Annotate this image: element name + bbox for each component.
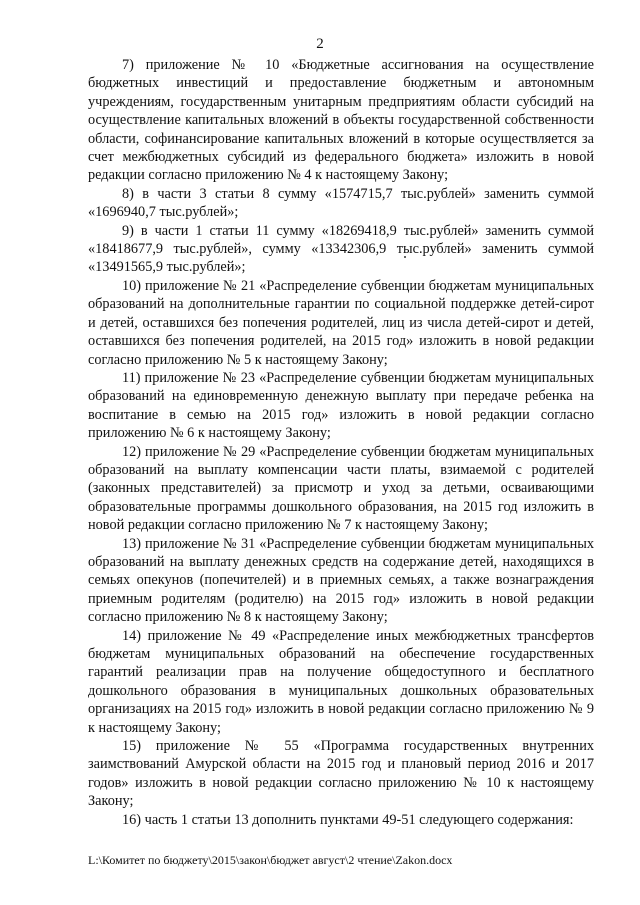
paragraph-item-10: 10) приложение № 21 «Распределение субвенции бюджетам муниципальных образований на дополнительные гарантии по социальной поддержке детей-сирот и детей, оставшихся без попечения родителей, лиц из числа детей-сирот и детей, оставшихся без попечения родителей, на 2015 год» изложить в новой редакции согласно приложению № 5 к настоящему Закону;	[88, 277, 594, 368]
paragraph-item-12: 12) приложение № 29 «Распределение субвенции бюджетам муниципальных образований на выплату компенсации части платы, взимаемой с родителей (законных представителей) за присмотр и уход за детьми, осваивающими образовательные программы дошкольного образования, на 2015 год изложить в новой редакции согласно приложению № 7 к настоящему Закону;	[88, 443, 594, 534]
paragraph-item-16: 16) часть 1 статьи 13 дополнить пунктами 49-51 следующего содержания:	[122, 811, 574, 828]
paragraph-item-15: 15) приложение № 55 «Программа государственных внутренних заимствований Амурской области на 2015 год и плановый период 2016 и 2017 годов» изложить в новой редакции согласно приложению № 10 к настоящему Закону;	[88, 738, 594, 810]
paragraph-item-14: 14) приложение № 49 «Распределение иных межбюджетных трансфертов бюджетам муниципальных образований на обеспечение государственных гарантий реализации прав на получение общедоступного и бесплатного дошкольного образования в муниципальных дошкольных образовательных организациях на 2015 год» изложить в новой редакции согласно приложению № 9 к настоящему Закону;	[88, 627, 594, 736]
document-body	[88, 56, 594, 829]
paragraph-item-11: 11) приложение № 23 «Распределение субвенции бюджетам муниципальных образований на единовременную денежную выплату при передаче ребенка на воспитание в семью на 2015 год» изложить в новой редакции согласно приложению № 6 к настоящему Закону;	[88, 369, 594, 442]
paragraph-item-13: 13) приложение № 31 «Распределение субвенции бюджетам муниципальных образований на выплату денежных средств на содержание детей, находящихся в семьях опекунов (попечителей) и в приемных семьях, а также вознаграждения приемным родителям (родителю) на 2015 год» изложить в новой редакции согласно приложению № 8 к настоящему Закону;	[88, 535, 594, 626]
footer-file-path: L:\Комитет по бюджету\2015\закон\бюджет август\2 чтение\Zakon.docx	[88, 853, 453, 867]
page-number: 2	[316, 36, 324, 52]
paragraph-item-9: 9) в части 1 статьи 11 сумму «18269418,9 тыс.рублей» заменить суммой «18418677,9 тыс.рублей», сумму «13342306,9 тыс.рублей» заменить суммой «13491565,9 тыс.рублей»;	[88, 222, 594, 276]
paragraph-item-8: 8) в части 3 статьи 8 сумму «1574715,7 тыс.рублей» заменить суммой «1696940,7 тыс.рублей»;	[88, 185, 594, 221]
paragraph-item-7: 7) приложение № 10 «Бюджетные ассигнования на осуществление бюджетных инвестиций и предоставление бюджетным и автономным учреждениям, государственным унитарным предприятиям области субсидий на осуществление капитальных вложений в объекты государственной собственности области, софинансирование капитальных вложений в которые осуществляется за счет межбюджетных субсидий из федерального бюджета» изложить в новой редакции согласно приложению № 4 к настоящему Закону;	[88, 57, 594, 184]
